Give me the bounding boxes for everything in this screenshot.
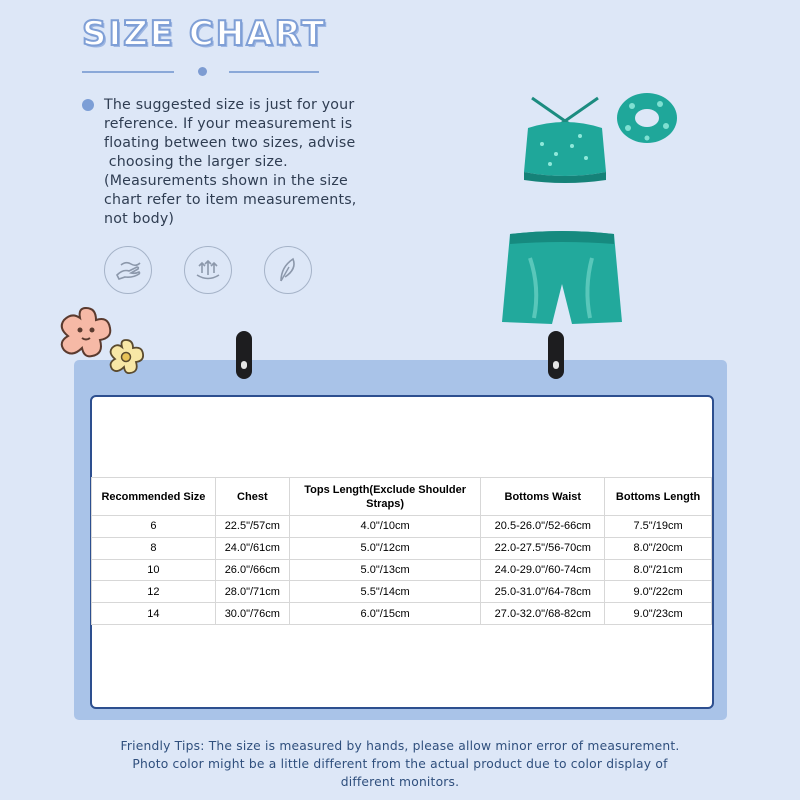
table-cell: 9.0"/23cm [605,603,712,625]
table-cell: 20.5-26.0"/52-66cm [481,516,605,538]
size-note [104,96,434,229]
table-cell: 6 [92,516,216,538]
note-line: reference. If your measurement is [104,116,353,132]
tips-line: Friendly Tips: The size is measured by hands, please allow minor error of measurement. [120,739,680,753]
table-cell: 14 [92,603,216,625]
table-row [92,537,712,559]
table-cell: 27.0-32.0"/68-82cm [481,603,605,625]
title-divider-dot [198,67,207,76]
table-cell: 24.0-29.0"/60-74cm [481,559,605,581]
scrunchie-image [612,88,682,152]
table-row [92,559,712,581]
table-cell: 25.0-31.0"/64-78cm [481,581,605,603]
crop-top-image [510,88,620,188]
table-row [92,603,712,625]
table-cell: 5.0"/12cm [289,537,481,559]
note-bullet [82,99,94,111]
tips-line: Photo color might be a little different from the actual product due to color display of [132,757,668,771]
table-cell: 12 [92,581,216,603]
title-divider-left [82,71,174,73]
table-cell: 6.0"/15cm [289,603,481,625]
board-clip-left [236,331,252,379]
table-header-row [92,478,712,516]
column-header: Bottoms Length [605,478,712,516]
friendly-tips [60,737,740,791]
table-row [92,516,712,538]
note-line: chart refer to item measurements, [104,192,357,208]
tips-line: different monitors. [340,775,460,789]
table-cell: 8.0"/20cm [605,537,712,559]
table-cell: 30.0"/76cm [215,603,289,625]
note-line: not body) [104,211,175,227]
feather-icon [264,246,312,294]
table-cell: 9.0"/22cm [605,581,712,603]
table-cell: 28.0"/71cm [215,581,289,603]
yellow-flower-icon [106,337,146,381]
title-divider-right [229,71,319,73]
table-cell: 22.5"/57cm [215,516,289,538]
table-cell: 8.0"/21cm [605,559,712,581]
table-cell: 5.0"/13cm [289,559,481,581]
table-row [92,581,712,603]
shorts-image [500,228,624,332]
table-cell: 10 [92,559,216,581]
stretch-arrows-icon [184,246,232,294]
table-cell: 26.0"/66cm [215,559,289,581]
note-line: The suggested size is just for your [104,97,355,113]
table-cell: 22.0-27.5"/56-70cm [481,537,605,559]
column-header: Bottoms Waist [481,478,605,516]
note-line: choosing the larger size. [104,154,288,170]
column-header: Tops Length(Exclude Shoulder Straps) [289,478,481,516]
table-cell: 8 [92,537,216,559]
hand-fabric-icon [104,246,152,294]
table-cell: 5.5"/14cm [289,581,481,603]
column-header: Chest [215,478,289,516]
board-clip-right [548,331,564,379]
page-title: SIZE CHART [82,14,327,54]
table-cell: 7.5"/19cm [605,516,712,538]
note-line: floating between two sizes, advise [104,135,356,151]
table-cell: 4.0"/10cm [289,516,481,538]
column-header: Recommended Size [92,478,216,516]
size-table [91,477,712,625]
note-line: (Measurements shown in the size [104,173,348,189]
table-cell: 24.0"/61cm [215,537,289,559]
